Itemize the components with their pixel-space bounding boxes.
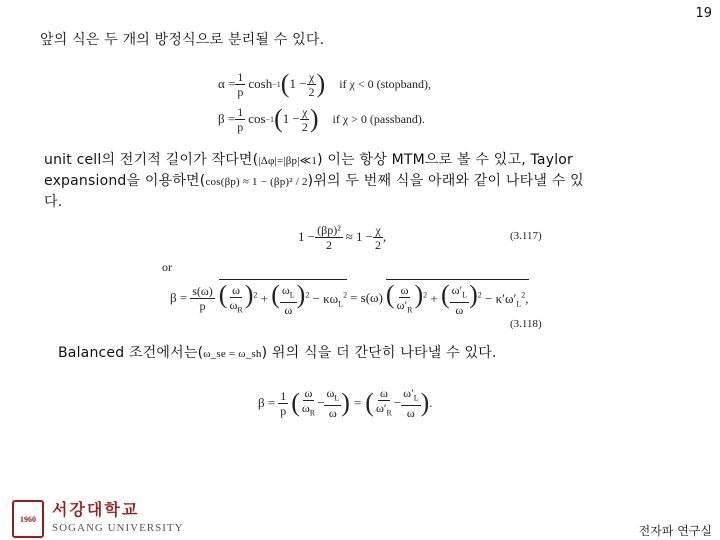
equation-number-3-117: (3.117)	[510, 230, 542, 242]
paragraph-line-2: expansiond을 이용하면(cos(βp) ≈ 1 − (βp)² / 2)위의 두 번째 식을 아래와 같이 나타낼 수 있	[44, 173, 584, 189]
equation-alpha: α = $\frac{1}{p}$ cosh −1 ( 1 − $\frac{\chi}{2}$ ) if χ < 0 (stopband),	[218, 69, 431, 99]
paragraph	[44, 150, 684, 212]
seal-icon: 1960	[12, 500, 44, 538]
lab-name: 전자파 연구실	[638, 524, 712, 538]
equation-balanced: β = $\frac{1}{p}$ ( $\frac{\omega}{\omega_R}$ − $\frac{\omega_L}{\omega}$ ) = ( $\frac{\omega}{\omega'_R}$ − $\frac{\omega'_L}{\omega}$ ) .	[258, 385, 433, 421]
page-number: 19	[695, 6, 712, 21]
or-label: or	[162, 260, 172, 274]
university-name-english: SOGANG UNIVERSITY	[52, 522, 184, 534]
intro-text: 앞의 식은 두 개의 방정식으로 분리될 수 있다.	[40, 32, 325, 48]
equation-beta: β = $\frac{1}{p}$ cos −1 ( 1 − $\frac{\chi}{2}$ ) if χ > 0 (passband).	[218, 104, 425, 134]
balanced-text: Balanced 조건에서는(ω_se = ω_sh) 위의 식을 더 간단히 나타낼 수 있다.	[58, 345, 497, 361]
equation-3-118: β = $\frac{s(\omega)}{p}$ ( $\frac{\omega}{\omega_R}$ )$^2$ + ( $\frac{\omega_L}{\omega}$ )$^2 - \kappa\omega_L^2$ = s(ω) ( $\frac{\omega}{\omega'_R}$ )$^2$ + ( $\frac{\omega'_L}{\omega}$ )$^2 - \kappa'\omega'_L^2$,	[170, 279, 529, 318]
paragraph-line-3: 다.	[44, 194, 63, 210]
equation-number-3-118: (3.118)	[510, 318, 542, 330]
equation-3-117: 1 − $\frac{\text{(βp)²}}{2}$ ≈ 1 − $\frac{\chi}{2}$ ,	[298, 222, 387, 252]
university-logo	[12, 500, 184, 538]
university-name-korean: 서강대학교	[52, 500, 140, 519]
equation-alpha-beta	[218, 70, 478, 134]
paragraph-line-1: unit cell의 전기적 길이가 작다면(|Δφ|=|βp|≪1) 이는 항상 MTM으로 볼 수 있고, Taylor	[44, 152, 574, 168]
